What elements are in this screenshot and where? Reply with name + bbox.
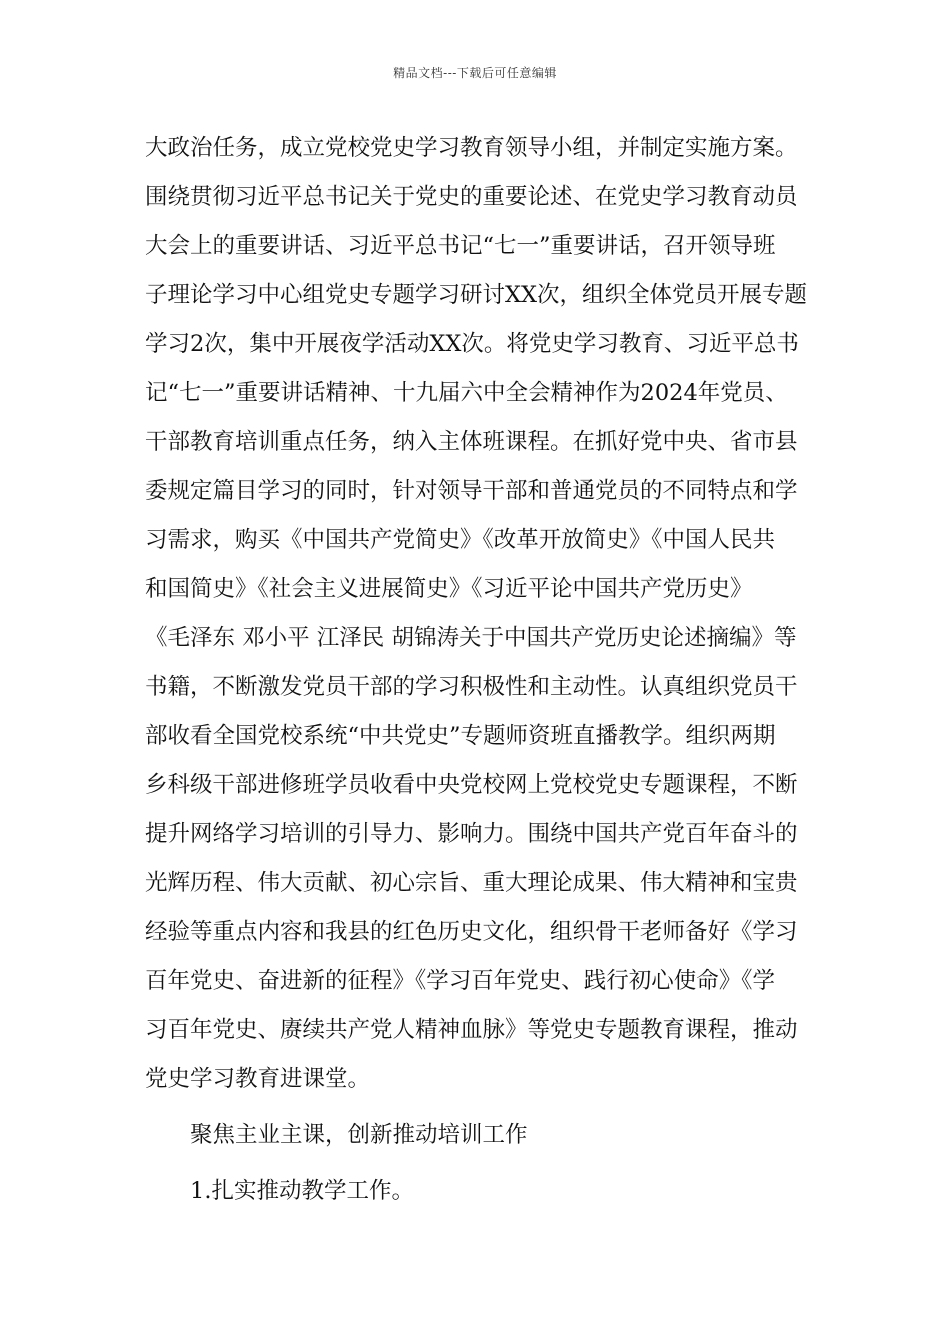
paragraph-line: 记“七一”重要讲话精神、十九届六中全会精神作为2024年党员、 xyxy=(145,380,788,406)
paragraph-line: 干部教育培训重点任务，纳入主体班课程。在抓好党中央、省市县 xyxy=(145,429,798,455)
paragraph-line: 《毛泽东 邓小平 江泽民 胡锦涛关于中国共产党历史论述摘编》等 xyxy=(145,625,797,651)
sub-heading: 1.扎实推动教学工作。 xyxy=(190,1178,414,1204)
paragraph-line: 大会上的重要讲话、习近平总书记“七一”重要讲话，召开领导班 xyxy=(145,233,776,259)
paragraph-line: 子理论学习中心组党史专题学习研讨XX次，组织全体党员开展专题 xyxy=(145,282,808,308)
paragraph-line: 经验等重点内容和我县的红色历史文化，组织骨干老师备好《学习 xyxy=(145,919,798,945)
paragraph-line: 委规定篇目学习的同时，针对领导干部和普通党员的不同特点和学 xyxy=(145,478,798,504)
paragraph-line: 和国简史》《社会主义进展简史》《习近平论中国共产党历史》 xyxy=(145,576,753,602)
paragraph-line: 习百年党史、赓续共产党人精神血脉》等党史专题教育课程，推动 xyxy=(145,1017,798,1043)
paragraph-line: 部收看全国党校系统“中共党史”专题师资班直播教学。组织两期 xyxy=(145,723,776,749)
paragraph-line: 乡科级干部进修班学员收看中央党校网上党校党史专题课程，不断 xyxy=(145,772,798,798)
paragraph-line: 百年党史、奋进新的征程》《学习百年党史、践行初心使命》《学 xyxy=(145,968,776,994)
paragraph-line: 大政治任务，成立党校党史学习教育领导小组，并制定实施方案。 xyxy=(145,135,798,161)
paragraph-line: 提升网络学习培训的引导力、影响力。围绕中国共产党百年奋斗的 xyxy=(145,821,798,847)
paragraph-line: 党史学习教育进课堂。 xyxy=(145,1066,371,1092)
paragraph-line: 围绕贯彻习近平总书记关于党史的重要论述、在党史学习教育动员 xyxy=(145,184,798,210)
paragraph-line: 书籍，不断激发党员干部的学习积极性和主动性。认真组织党员干 xyxy=(145,674,798,700)
paragraph-line: 学习2次，集中开展夜学活动XX次。将党史学习教育、习近平总书 xyxy=(145,331,799,357)
section-heading: 聚焦主业主课，创新推动培训工作 xyxy=(190,1122,528,1148)
paragraph-line: 习需求，购买《中国共产党简史》《改革开放简史》《中国人民共 xyxy=(145,527,776,553)
paragraph-line: 光辉历程、伟大贡献、初心宗旨、重大理论成果、伟大精神和宝贵 xyxy=(145,870,798,896)
page-header: 精品文档---下载后可任意编辑 xyxy=(393,66,557,80)
body-text xyxy=(145,124,811,1216)
